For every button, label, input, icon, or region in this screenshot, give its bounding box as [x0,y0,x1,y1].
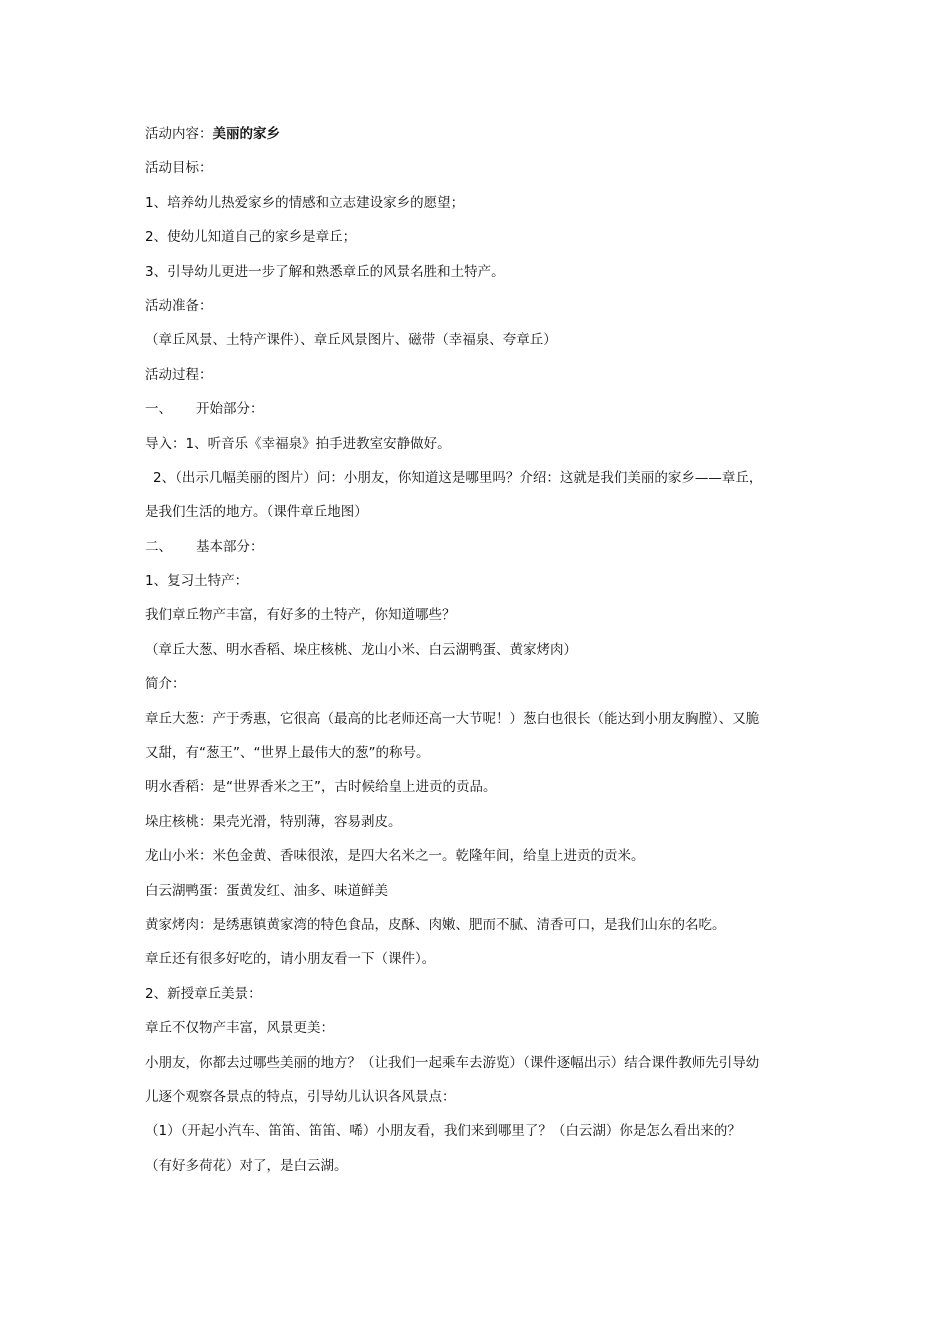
part1-heading [145,399,810,419]
scenery-1-line1: （1）（开起小汽车、笛笛、笛笛、唏）小朋友看，我们来到哪里了？（白云湖）你是怎么看出来的？ [145,1123,741,1140]
document-body [145,124,810,1190]
part2-heading [145,537,810,557]
specialty-line-6: 白云湖鸭蛋：蛋黄发红、油多、味道鲜美 [145,882,388,899]
part1-intro: 导入：1、听音乐《幸福泉》拍手进教室安静做好。 [145,435,451,452]
part1-num: 一、 [145,401,172,418]
goal-item-1: 1、培养幼儿热爱家乡的情感和立志建设家乡的愿望； [145,194,465,211]
intro-heading: 简介： [145,676,186,693]
review-list: （章丘大葱、明水香稻、垛庄核桃、龙山小米、白云湖鸭蛋、黄家烤肉） [145,641,577,658]
part2-label: 基本部分： [196,538,264,555]
specialty-line-3: 明水香稻：是“世界香米之王”，古时候给皇上进贡的贡品。 [145,779,497,796]
part1-step2-line2: 是我们生活的地方。（课件章丘地图） [145,504,368,521]
review-heading: 1、复习土特产： [145,573,249,590]
specialty-line-5: 龙山小米：米色金黄、香味很浓，是四大名米之一。乾隆年间，给皇上进贡的贡米。 [145,848,645,865]
activity-title-label: 活动内容： [145,126,213,142]
specialty-line-2: 又甜，有“葱王”、“世界上最伟大的葱”的称号。 [145,745,430,762]
part1-step2-line1: 2、（出示几幅美丽的图片）问：小朋友，你知道这是哪里吗？介绍：这就是我们美丽的家乡——章丘， [153,469,763,486]
part1-label: 开始部分： [196,401,264,418]
review-question: 我们章丘物产丰富，有好多的土特产，你知道哪些？ [145,607,456,624]
scenery-heading: 2、新授章丘美景： [145,985,262,1002]
activity-title-line [145,124,810,144]
specialty-line-1: 章丘大葱：产于秀惠，它很高（最高的比老师还高一大节呢！）葱白也很长（能达到小朋友胸膛）、又脆 [145,710,760,727]
goal-item-2: 2、使幼儿知道自己的家乡是章丘； [145,229,357,246]
part2-num: 二、 [145,538,172,555]
specialty-line-4: 垛庄核桃：果壳光滑，特别薄，容易剥皮。 [145,813,402,830]
activity-title-value: 美丽的家乡 [212,126,280,142]
goal-item-3: 3、引导幼儿更进一步了解和熟悉章丘的风景名胜和土特产。 [145,263,505,280]
scenery-1-line2: （有好多荷花）对了，是白云湖。 [145,1157,348,1174]
prep-heading: 活动准备： [145,297,213,314]
prep-text: （章丘风景、土特产课件）、章丘风景图片、磁带（幸福泉、夸章丘） [145,332,557,349]
specialty-line-7: 黄家烤肉：是绣惠镇黄家湾的特色食品，皮酥、肉嫩、肥而不腻、清香可口，是我们山东的名吃。 [145,916,726,933]
scenery-question-line2: 儿逐个观察各景点的特点，引导幼儿认识各风景点： [145,1088,456,1105]
scenery-intro: 章丘不仅物产丰富，风景更美： [145,1020,334,1037]
process-heading: 活动过程： [145,366,213,383]
goals-heading: 活动目标： [145,160,213,177]
specialty-line-8: 章丘还有很多好吃的，请小朋友看一下（课件）。 [145,951,436,968]
scenery-question-line1: 小朋友，你都去过哪些美丽的地方？（让我们一起乘车去游览）（课件逐幅出示）结合课件教师先引导幼 [145,1054,760,1071]
